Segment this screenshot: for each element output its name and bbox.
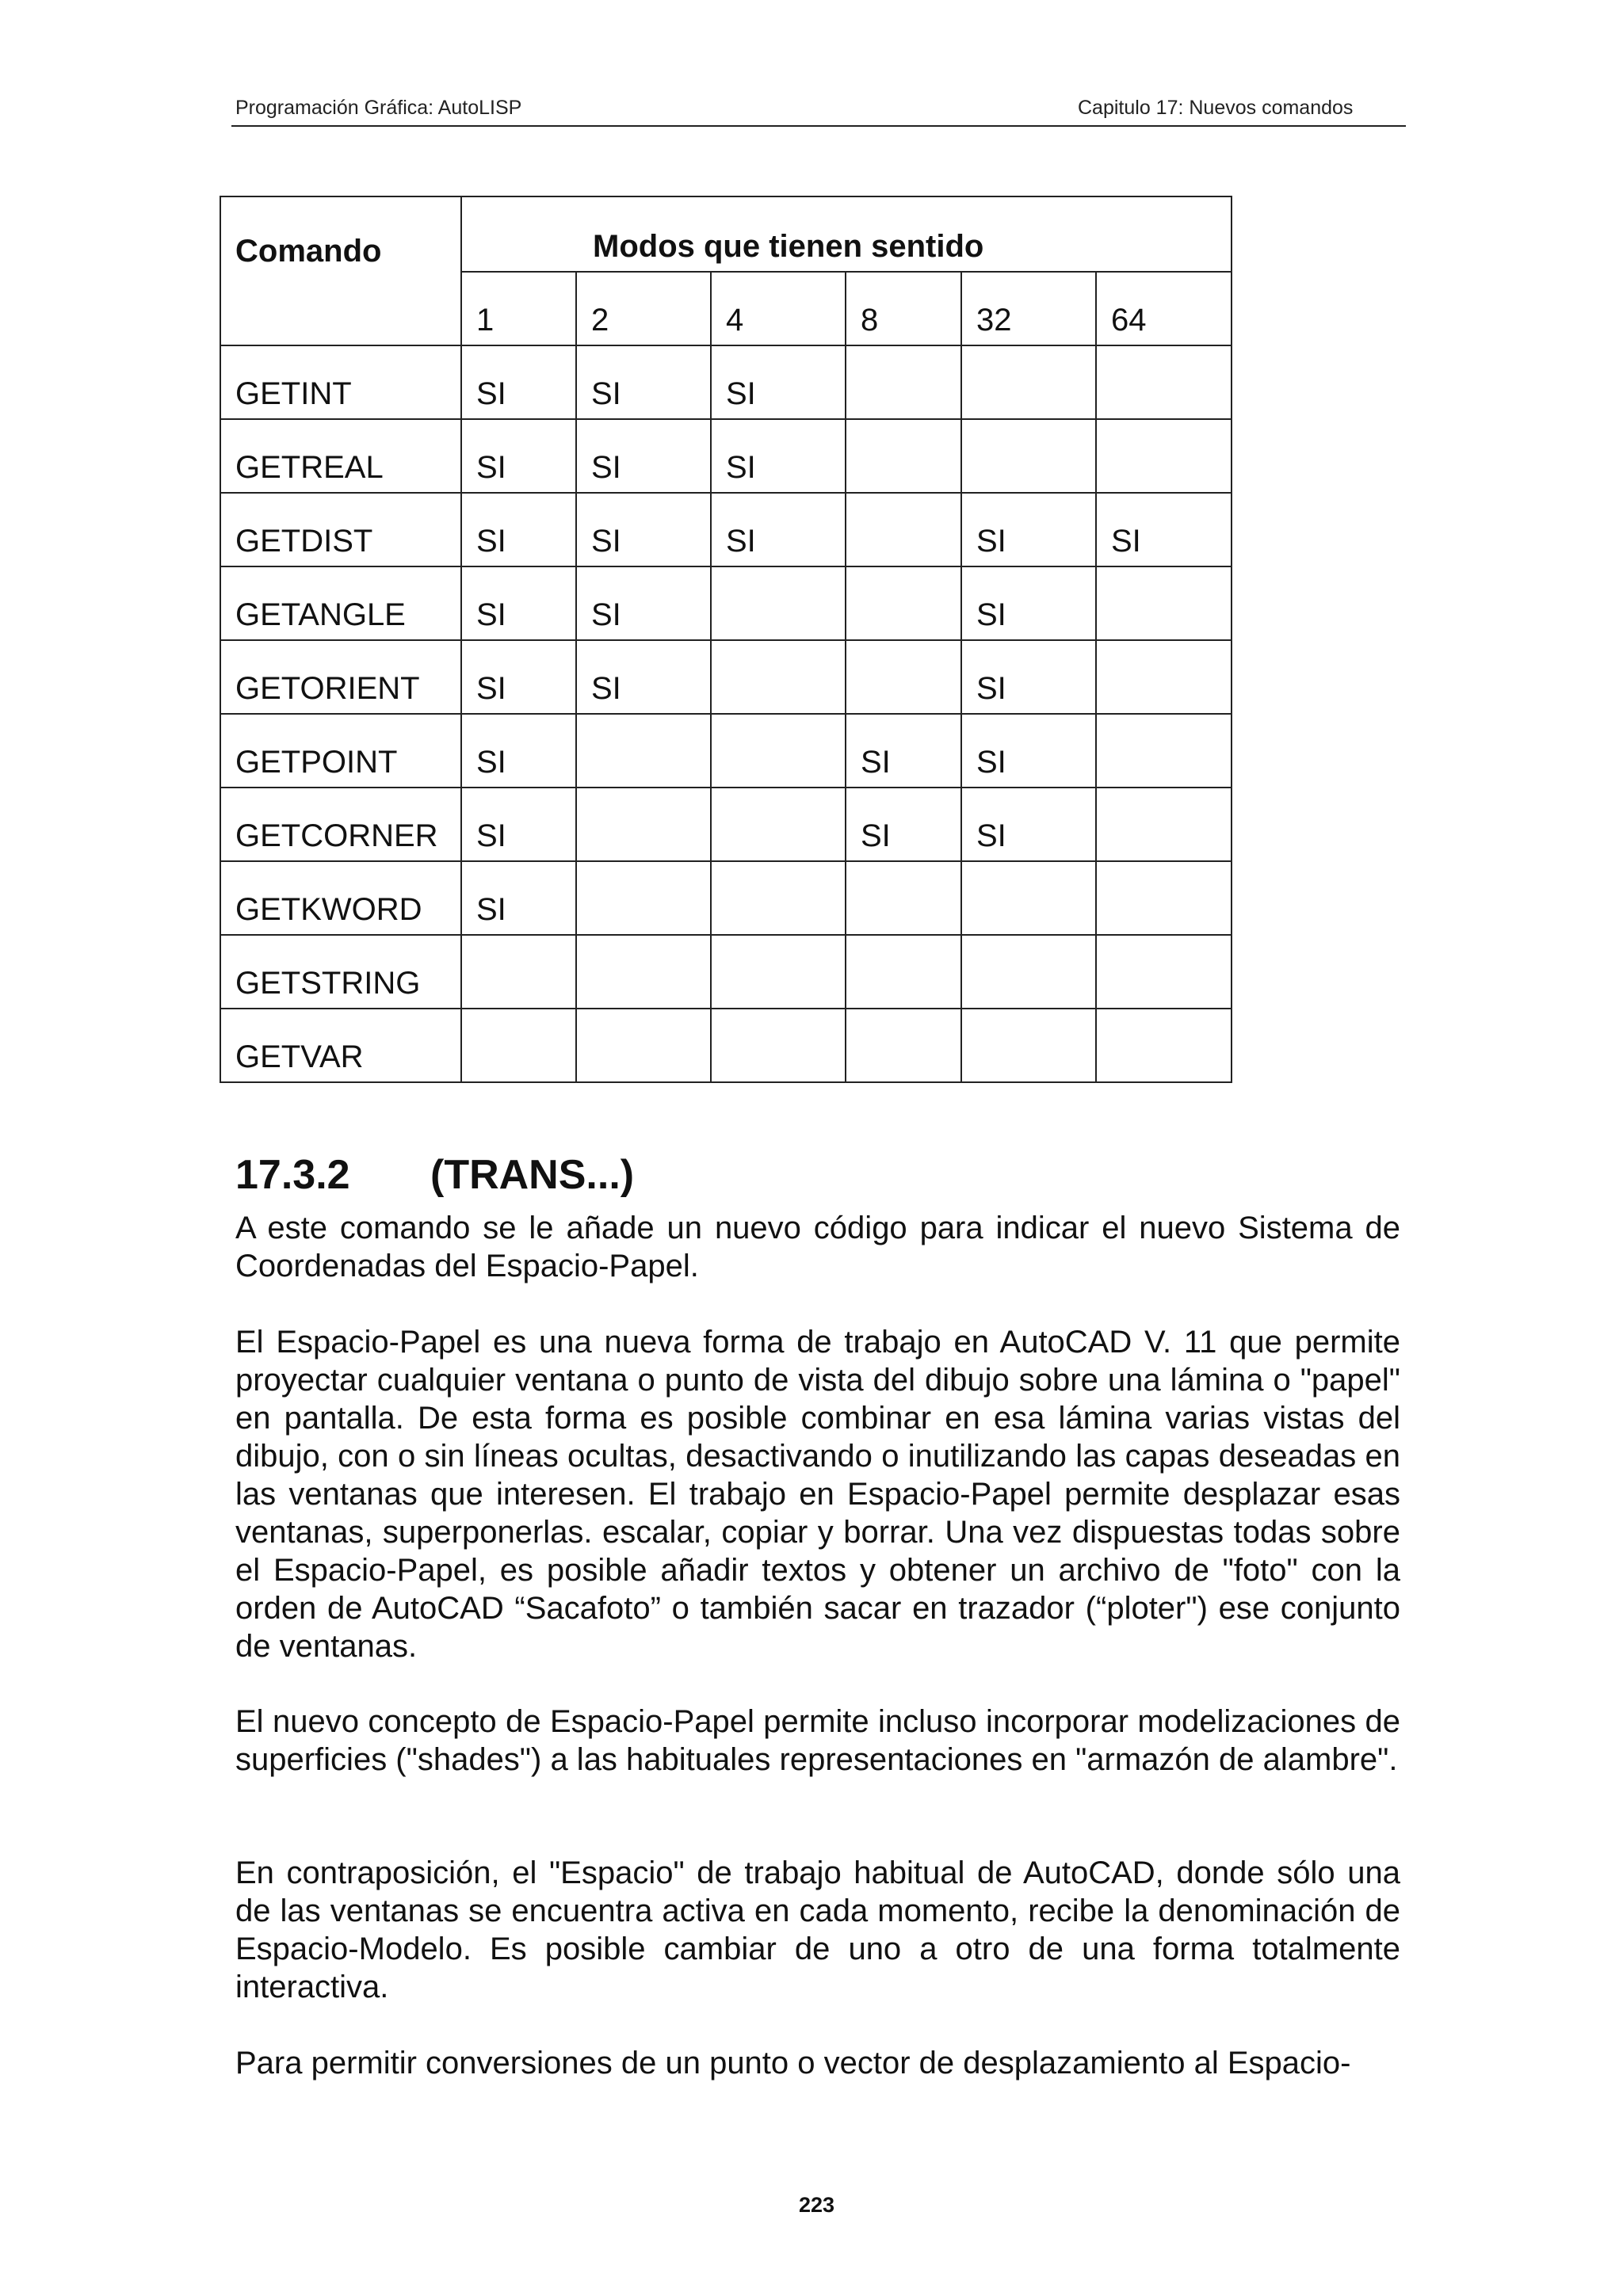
table-header-modos: Modos que tienen sentido xyxy=(461,196,1232,272)
table-row xyxy=(220,788,1232,861)
mode-header-cell: 4 xyxy=(711,272,846,345)
mode-header-cell: 2 xyxy=(576,272,711,345)
mode-value-cell xyxy=(846,640,961,714)
command-name-cell: GETCORNER xyxy=(220,788,461,861)
header-rule xyxy=(231,125,1406,127)
mode-value-cell: SI xyxy=(961,714,1096,788)
mode-value-cell xyxy=(1096,566,1232,640)
mode-header-cell: 8 xyxy=(846,272,961,345)
mode-value-cell xyxy=(711,788,846,861)
mode-value-cell: SI xyxy=(461,714,576,788)
mode-value-cell: SI xyxy=(576,345,711,419)
mode-value-cell: SI xyxy=(961,566,1096,640)
mode-value-cell xyxy=(846,1009,961,1082)
mode-value-cell: SI xyxy=(961,640,1096,714)
command-name-cell: GETPOINT xyxy=(220,714,461,788)
paragraph: Para permitir conversiones de un punto o vector de desplazamiento al Espacio- xyxy=(235,2046,1351,2081)
mode-value-cell: SI xyxy=(1096,493,1232,566)
paragraph: En contraposición, el "Espacio" de trabajo habitual de AutoCAD, donde sólo una de las ventanas se encuentra activa en cada momento, recibe la denominación de Espacio-Modelo. Es posible cambiar de uno a otro de una forma totalmente interactiva. xyxy=(235,1855,1400,2004)
table-row xyxy=(220,345,1232,419)
mode-value-cell xyxy=(961,935,1096,1009)
paragraph: El Espacio-Papel es una nueva forma de trabajo en AutoCAD V. 11 que permite proyectar cualquier ventana o punto de vista del dibujo sobre una lámina o "papel" en pantalla. De esta forma es posible combinar en esa lámina varias vistas del dibujo, con o sin líneas ocultas, desactivando o inutilizando las capas deseadas en las ventanas que interesen. El trabajo en Espacio-Papel permite desplazar esas ventanas, superponerlas. escalar, copiar y borrar. Una vez dispuestas todas sobre el Espacio-Papel, es posible añadir textos y obtener un archivo de "foto" con la orden de AutoCAD “Sacafoto” o también sacar en trazador (“ploter") ese conjunto de ventanas. xyxy=(235,1325,1400,1664)
mode-value-cell: SI xyxy=(461,640,576,714)
mode-value-cell xyxy=(1096,788,1232,861)
mode-value-cell xyxy=(1096,861,1232,935)
mode-value-cell: SI xyxy=(846,788,961,861)
mode-value-cell xyxy=(1096,935,1232,1009)
mode-value-cell: SI xyxy=(961,788,1096,861)
mode-header-cell: 32 xyxy=(961,272,1096,345)
mode-value-cell: SI xyxy=(461,493,576,566)
mode-value-cell xyxy=(711,714,846,788)
mode-header-cell: 64 xyxy=(1096,272,1232,345)
mode-value-cell xyxy=(961,861,1096,935)
command-name-cell: GETORIENT xyxy=(220,640,461,714)
running-header-right: Capitulo 17: Nuevos comandos xyxy=(1078,97,1354,119)
mode-value-cell: SI xyxy=(576,419,711,493)
mode-value-cell xyxy=(846,493,961,566)
mode-value-cell xyxy=(711,935,846,1009)
mode-value-cell xyxy=(961,345,1096,419)
command-name-cell: GETKWORD xyxy=(220,861,461,935)
mode-value-cell xyxy=(461,1009,576,1082)
mode-value-cell xyxy=(461,935,576,1009)
table-header-comando: Comando xyxy=(220,196,461,345)
mode-value-cell xyxy=(846,345,961,419)
paragraph: El nuevo concepto de Espacio-Papel permite incluso incorporar modelizaciones de superficies ("shades") a las habituales representaciones en "armazón de alambre". xyxy=(235,1704,1400,1777)
table-row xyxy=(220,935,1232,1009)
mode-value-cell: SI xyxy=(846,714,961,788)
section-number: 17.3.2 xyxy=(235,1152,350,1198)
mode-value-cell xyxy=(846,419,961,493)
command-name-cell: GETANGLE xyxy=(220,566,461,640)
command-name-cell: GETINT xyxy=(220,345,461,419)
table-row xyxy=(220,419,1232,493)
table-row xyxy=(220,1009,1232,1082)
table-row xyxy=(220,640,1232,714)
mode-value-cell xyxy=(1096,345,1232,419)
command-name-cell: GETSTRING xyxy=(220,935,461,1009)
mode-value-cell xyxy=(846,935,961,1009)
mode-value-cell: SI xyxy=(461,566,576,640)
mode-value-cell xyxy=(711,861,846,935)
mode-value-cell: SI xyxy=(576,566,711,640)
mode-value-cell: SI xyxy=(711,419,846,493)
running-header-left: Programación Gráfica: AutoLISP xyxy=(235,97,522,119)
table-row xyxy=(220,714,1232,788)
mode-value-cell: SI xyxy=(711,493,846,566)
mode-value-cell: SI xyxy=(461,345,576,419)
command-name-cell: GETREAL xyxy=(220,419,461,493)
mode-value-cell: SI xyxy=(461,788,576,861)
mode-value-cell xyxy=(711,566,846,640)
mode-value-cell: SI xyxy=(576,640,711,714)
mode-value-cell xyxy=(711,640,846,714)
mode-value-cell xyxy=(1096,640,1232,714)
mode-value-cell xyxy=(1096,419,1232,493)
command-name-cell: GETVAR xyxy=(220,1009,461,1082)
mode-value-cell xyxy=(961,1009,1096,1082)
mode-value-cell xyxy=(961,419,1096,493)
mode-value-cell xyxy=(576,714,711,788)
mode-value-cell: SI xyxy=(961,493,1096,566)
section-title: (TRANS...) xyxy=(430,1152,635,1198)
page-number: 223 xyxy=(799,2193,835,2217)
mode-value-cell: SI xyxy=(461,861,576,935)
mode-value-cell xyxy=(576,861,711,935)
mode-value-cell: SI xyxy=(576,493,711,566)
paragraph: A este comando se le añade un nuevo código para indicar el nuevo Sistema de Coordenadas del Espacio-Papel. xyxy=(235,1211,1400,1283)
mode-value-cell xyxy=(1096,1009,1232,1082)
section-heading xyxy=(235,1151,634,1199)
modes-table xyxy=(220,196,1232,1083)
mode-value-cell xyxy=(711,1009,846,1082)
mode-value-cell xyxy=(576,1009,711,1082)
table-row xyxy=(220,861,1232,935)
mode-value-cell xyxy=(846,861,961,935)
table-row xyxy=(220,493,1232,566)
mode-value-cell xyxy=(1096,714,1232,788)
command-name-cell: GETDIST xyxy=(220,493,461,566)
mode-value-cell xyxy=(846,566,961,640)
mode-value-cell xyxy=(576,935,711,1009)
mode-value-cell: SI xyxy=(711,345,846,419)
mode-value-cell: SI xyxy=(461,419,576,493)
mode-header-cell: 1 xyxy=(461,272,576,345)
mode-value-cell xyxy=(576,788,711,861)
table-row xyxy=(220,566,1232,640)
